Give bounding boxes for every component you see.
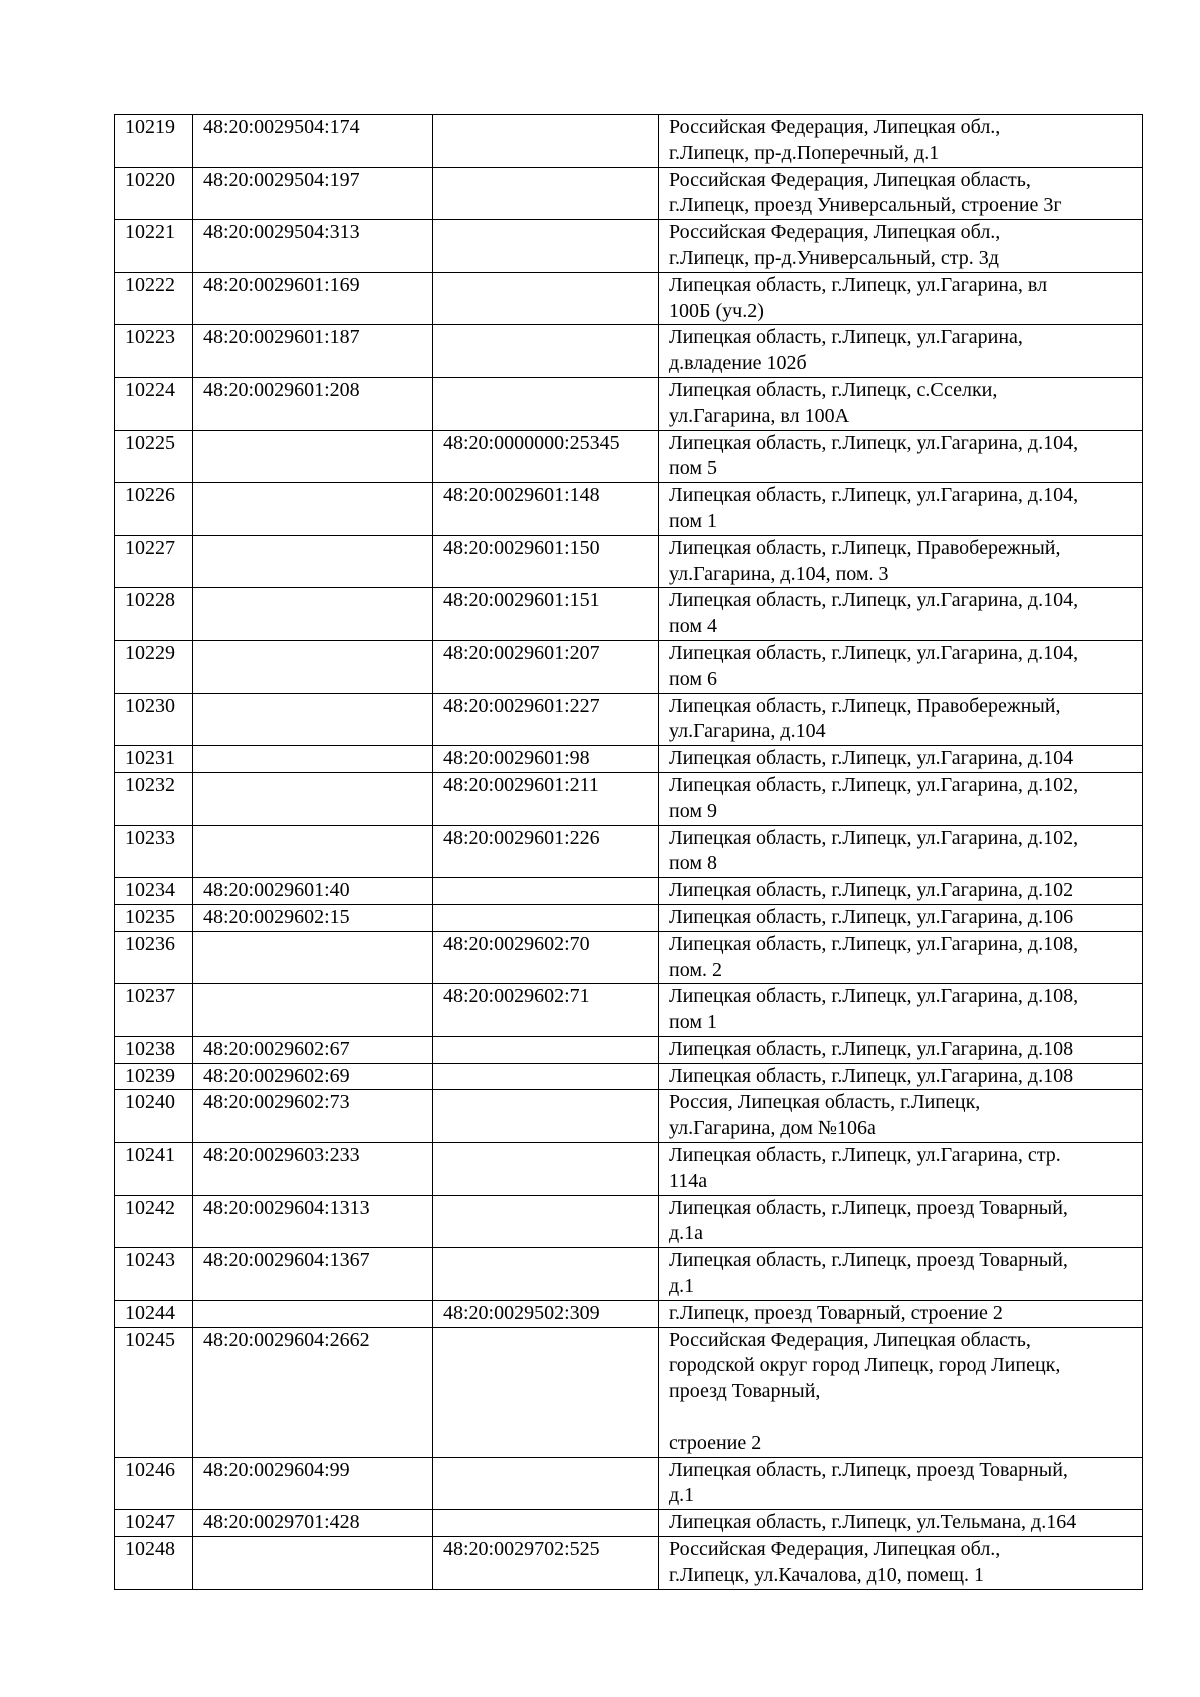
row-number-cell: 10223 — [115, 325, 193, 378]
table-row — [115, 220, 1143, 273]
address-cell: Липецкая область, г.Липецк, ул.Гагарина, д.108, пом 1 — [659, 984, 1143, 1037]
object-cadastral-number-cell: 48:20:0029602:70 — [433, 931, 659, 984]
address-cell: г.Липецк, проезд Товарный, строение 2 — [659, 1300, 1143, 1327]
row-number-cell: 10237 — [115, 984, 193, 1037]
land-cadastral-number-cell — [193, 1537, 433, 1590]
table-row — [115, 377, 1143, 430]
table-row — [115, 167, 1143, 220]
row-number-cell: 10236 — [115, 931, 193, 984]
table-row — [115, 640, 1143, 693]
table-row — [115, 1248, 1143, 1301]
address-cell: Липецкая область, г.Липецк, Правобережный, ул.Гагарина, д.104 — [659, 693, 1143, 746]
land-cadastral-number-cell — [193, 825, 433, 878]
object-cadastral-number-cell — [433, 878, 659, 905]
table-row — [115, 772, 1143, 825]
address-cell: Липецкая область, г.Липецк, ул.Гагарина, д.104, пом 1 — [659, 483, 1143, 536]
row-number-cell: 10225 — [115, 430, 193, 483]
table-row — [115, 1090, 1143, 1143]
object-cadastral-number-cell — [433, 115, 659, 168]
table-row — [115, 1300, 1143, 1327]
land-cadastral-number-cell: 48:20:0029504:174 — [193, 115, 433, 168]
table-row — [115, 588, 1143, 641]
land-cadastral-number-cell: 48:20:0029701:428 — [193, 1510, 433, 1537]
land-cadastral-number-cell: 48:20:0029504:313 — [193, 220, 433, 273]
land-cadastral-number-cell — [193, 772, 433, 825]
object-cadastral-number-cell — [433, 272, 659, 325]
row-number-cell: 10229 — [115, 640, 193, 693]
address-cell: Российская Федерация, Липецкая область, г.Липецк, проезд Универсальный, строение 3г — [659, 167, 1143, 220]
table-row — [115, 878, 1143, 905]
address-cell: Липецкая область, г.Липецк, ул.Гагарина, д.104, пом 4 — [659, 588, 1143, 641]
address-cell: Липецкая область, г.Липецк, ул.Гагарина, вл 100Б (уч.2) — [659, 272, 1143, 325]
row-number-cell: 10226 — [115, 483, 193, 536]
land-cadastral-number-cell: 48:20:0029601:187 — [193, 325, 433, 378]
object-cadastral-number-cell — [433, 220, 659, 273]
object-cadastral-number-cell: 48:20:0029602:71 — [433, 984, 659, 1037]
row-number-cell: 10247 — [115, 1510, 193, 1537]
row-number-cell: 10241 — [115, 1143, 193, 1196]
object-cadastral-number-cell — [433, 904, 659, 931]
address-cell: Липецкая область, г.Липецк, ул.Гагарина, д.106 — [659, 904, 1143, 931]
table-row — [115, 325, 1143, 378]
land-cadastral-number-cell — [193, 640, 433, 693]
land-cadastral-number-cell: 48:20:0029604:99 — [193, 1457, 433, 1510]
table-row — [115, 430, 1143, 483]
object-cadastral-number-cell — [433, 1063, 659, 1090]
table-row — [115, 1510, 1143, 1537]
object-cadastral-number-cell: 48:20:0029601:211 — [433, 772, 659, 825]
row-number-cell: 10227 — [115, 535, 193, 588]
object-cadastral-number-cell: 48:20:0029601:207 — [433, 640, 659, 693]
object-cadastral-number-cell: 48:20:0029601:150 — [433, 535, 659, 588]
row-number-cell: 10228 — [115, 588, 193, 641]
land-cadastral-number-cell — [193, 483, 433, 536]
table-row — [115, 1063, 1143, 1090]
table-row — [115, 1327, 1143, 1457]
land-cadastral-number-cell — [193, 984, 433, 1037]
object-cadastral-number-cell — [433, 325, 659, 378]
land-cadastral-number-cell — [193, 588, 433, 641]
table-row — [115, 746, 1143, 773]
row-number-cell: 10238 — [115, 1036, 193, 1063]
address-cell: Липецкая область, г.Липецк, ул.Гагарина, д.104 — [659, 746, 1143, 773]
land-cadastral-number-cell: 48:20:0029504:197 — [193, 167, 433, 220]
address-cell: Липецкая область, г.Липецк, ул.Гагарина, д.102 — [659, 878, 1143, 905]
address-cell: Липецкая область, г.Липецк, ул.Гагарина, д.104, пом 5 — [659, 430, 1143, 483]
table-row — [115, 1195, 1143, 1248]
cadastral-registry-table — [114, 114, 1143, 1590]
land-cadastral-number-cell: 48:20:0029603:233 — [193, 1143, 433, 1196]
address-cell: Липецкая область, г.Липецк, ул.Гагарина, стр. 114а — [659, 1143, 1143, 1196]
object-cadastral-number-cell: 48:20:0029702:525 — [433, 1537, 659, 1590]
row-number-cell: 10239 — [115, 1063, 193, 1090]
object-cadastral-number-cell — [433, 1090, 659, 1143]
land-cadastral-number-cell — [193, 535, 433, 588]
object-cadastral-number-cell — [433, 1510, 659, 1537]
address-cell: Липецкая область, г.Липецк, с.Сселки, ул.Гагарина, вл 100А — [659, 377, 1143, 430]
row-number-cell: 10232 — [115, 772, 193, 825]
row-number-cell: 10234 — [115, 878, 193, 905]
land-cadastral-number-cell: 48:20:0029604:1367 — [193, 1248, 433, 1301]
land-cadastral-number-cell — [193, 693, 433, 746]
address-cell: Российская Федерация, Липецкая область, городской округ город Липецк, город Липецк, проезд Товарный, строение 2 — [659, 1327, 1143, 1457]
object-cadastral-number-cell: 48:20:0029601:226 — [433, 825, 659, 878]
row-number-cell: 10242 — [115, 1195, 193, 1248]
table-row — [115, 904, 1143, 931]
row-number-cell: 10233 — [115, 825, 193, 878]
object-cadastral-number-cell: 48:20:0029601:148 — [433, 483, 659, 536]
row-number-cell: 10230 — [115, 693, 193, 746]
address-cell: Липецкая область, г.Липецк, ул.Гагарина, д.104, пом 6 — [659, 640, 1143, 693]
row-number-cell: 10221 — [115, 220, 193, 273]
land-cadastral-number-cell — [193, 931, 433, 984]
row-number-cell: 10248 — [115, 1537, 193, 1590]
row-number-cell: 10243 — [115, 1248, 193, 1301]
table-row — [115, 1143, 1143, 1196]
table-row — [115, 1537, 1143, 1590]
land-cadastral-number-cell — [193, 430, 433, 483]
table-row — [115, 1036, 1143, 1063]
object-cadastral-number-cell — [433, 1248, 659, 1301]
object-cadastral-number-cell — [433, 377, 659, 430]
address-cell: Липецкая область, г.Липецк, ул.Тельмана, д.164 — [659, 1510, 1143, 1537]
address-cell: Россия, Липецкая область, г.Липецк, ул.Гагарина, дом №106а — [659, 1090, 1143, 1143]
table-row — [115, 825, 1143, 878]
table-row — [115, 483, 1143, 536]
row-number-cell: 10222 — [115, 272, 193, 325]
row-number-cell: 10219 — [115, 115, 193, 168]
address-cell: Российская Федерация, Липецкая обл., г.Липецк, пр-д.Универсальный, стр. 3д — [659, 220, 1143, 273]
address-cell: Липецкая область, г.Липецк, ул.Гагарина, д.102, пом 8 — [659, 825, 1143, 878]
object-cadastral-number-cell — [433, 1195, 659, 1248]
table-row — [115, 272, 1143, 325]
object-cadastral-number-cell — [433, 1457, 659, 1510]
land-cadastral-number-cell: 48:20:0029601:40 — [193, 878, 433, 905]
address-cell: Липецкая область, г.Липецк, ул.Гагарина, д.108 — [659, 1036, 1143, 1063]
land-cadastral-number-cell: 48:20:0029602:15 — [193, 904, 433, 931]
address-cell: Российская Федерация, Липецкая обл., г.Липецк, ул.Качалова, д10, помещ. 1 — [659, 1537, 1143, 1590]
table-row — [115, 115, 1143, 168]
address-cell: Липецкая область, г.Липецк, ул.Гагарина, д.102, пом 9 — [659, 772, 1143, 825]
object-cadastral-number-cell: 48:20:0000000:25345 — [433, 430, 659, 483]
table-row — [115, 984, 1143, 1037]
table-row — [115, 535, 1143, 588]
address-cell: Липецкая область, г.Липецк, ул.Гагарина, д.108, пом. 2 — [659, 931, 1143, 984]
address-cell: Российская Федерация, Липецкая обл., г.Липецк, пр-д.Поперечный, д.1 — [659, 115, 1143, 168]
land-cadastral-number-cell: 48:20:0029604:1313 — [193, 1195, 433, 1248]
object-cadastral-number-cell — [433, 1036, 659, 1063]
row-number-cell: 10231 — [115, 746, 193, 773]
row-number-cell: 10240 — [115, 1090, 193, 1143]
object-cadastral-number-cell: 48:20:0029601:151 — [433, 588, 659, 641]
object-cadastral-number-cell: 48:20:0029601:227 — [433, 693, 659, 746]
row-number-cell: 10235 — [115, 904, 193, 931]
land-cadastral-number-cell: 48:20:0029601:208 — [193, 377, 433, 430]
table-row — [115, 1457, 1143, 1510]
row-number-cell: 10224 — [115, 377, 193, 430]
land-cadastral-number-cell: 48:20:0029604:2662 — [193, 1327, 433, 1457]
address-cell: Липецкая область, г.Липецк, ул.Гагарина, д.108 — [659, 1063, 1143, 1090]
land-cadastral-number-cell: 48:20:0029602:67 — [193, 1036, 433, 1063]
object-cadastral-number-cell — [433, 167, 659, 220]
row-number-cell: 10220 — [115, 167, 193, 220]
table-row — [115, 931, 1143, 984]
land-cadastral-number-cell: 48:20:0029602:69 — [193, 1063, 433, 1090]
address-cell: Липецкая область, г.Липецк, Правобережный, ул.Гагарина, д.104, пом. 3 — [659, 535, 1143, 588]
address-cell: Липецкая область, г.Липецк, проезд Товарный, д.1 — [659, 1457, 1143, 1510]
object-cadastral-number-cell — [433, 1327, 659, 1457]
address-cell: Липецкая область, г.Липецк, проезд Товарный, д.1а — [659, 1195, 1143, 1248]
object-cadastral-number-cell — [433, 1143, 659, 1196]
row-number-cell: 10246 — [115, 1457, 193, 1510]
land-cadastral-number-cell — [193, 746, 433, 773]
land-cadastral-number-cell: 48:20:0029602:73 — [193, 1090, 433, 1143]
row-number-cell: 10245 — [115, 1327, 193, 1457]
registry-table-body — [115, 115, 1143, 1590]
row-number-cell: 10244 — [115, 1300, 193, 1327]
object-cadastral-number-cell: 48:20:0029601:98 — [433, 746, 659, 773]
land-cadastral-number-cell: 48:20:0029601:169 — [193, 272, 433, 325]
address-cell: Липецкая область, г.Липецк, проезд Товарный, д.1 — [659, 1248, 1143, 1301]
object-cadastral-number-cell: 48:20:0029502:309 — [433, 1300, 659, 1327]
address-cell: Липецкая область, г.Липецк, ул.Гагарина, д.владение 102б — [659, 325, 1143, 378]
land-cadastral-number-cell — [193, 1300, 433, 1327]
table-row — [115, 693, 1143, 746]
